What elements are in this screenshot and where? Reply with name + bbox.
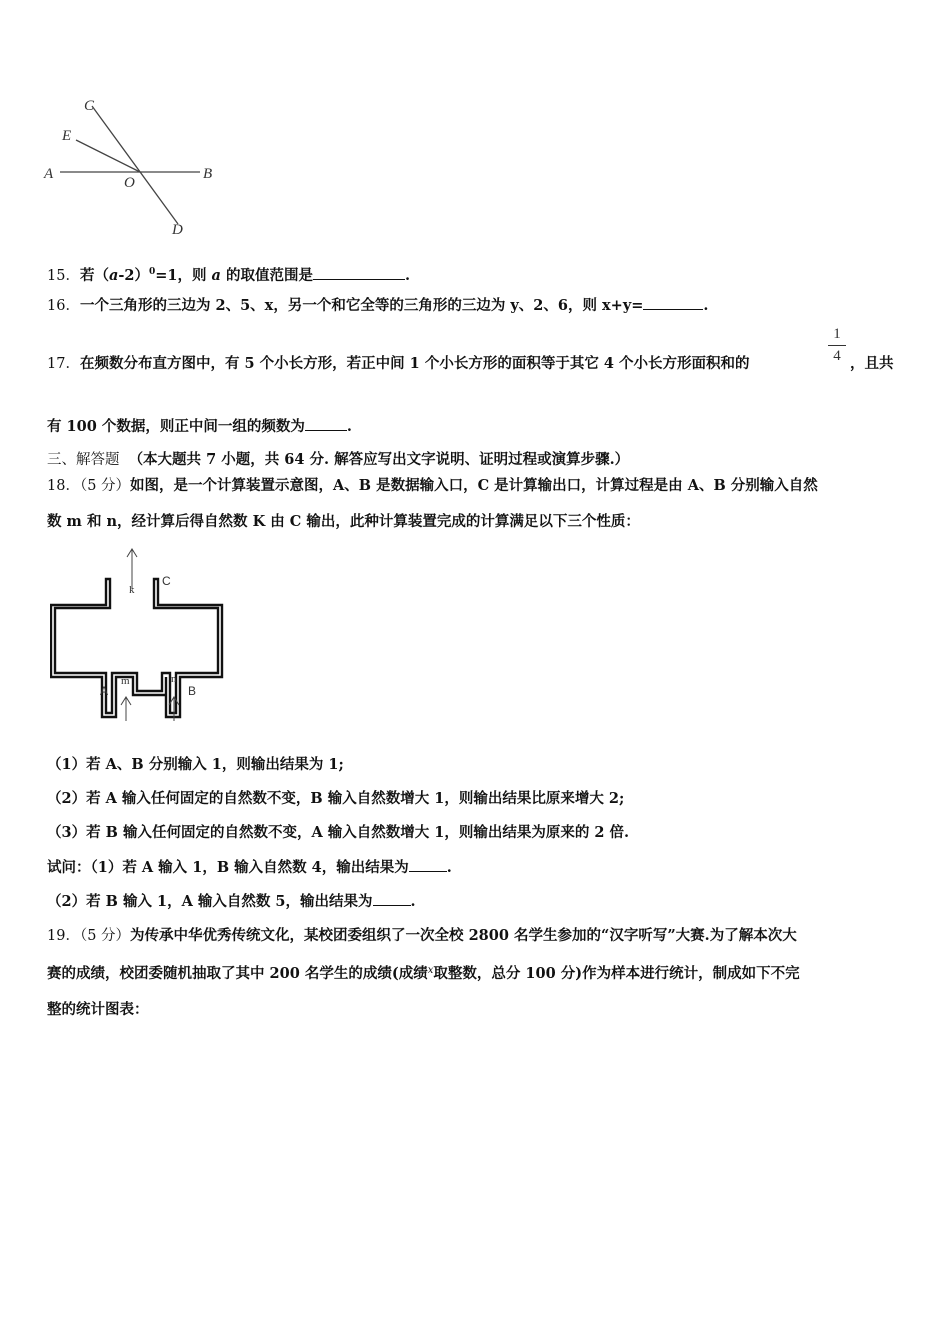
answer-blank[interactable] bbox=[409, 857, 447, 872]
question-number: 17． bbox=[47, 356, 80, 372]
ray-oe bbox=[76, 140, 140, 172]
device-outline bbox=[51, 579, 222, 717]
label-c: C bbox=[84, 98, 95, 114]
property-3: （3）若 B 输入任何固定的自然数不变，A 输入自然数增大 1，则输出结果为原来的 2 倍. bbox=[47, 824, 630, 841]
fraction-one-quarter: 1 4 bbox=[828, 326, 846, 365]
question-number: 16． bbox=[47, 298, 80, 314]
label-b-in: B bbox=[188, 684, 197, 698]
question-15: 15．若$(a-2)^0=1$，则 a 的取值范围是 . bbox=[47, 266, 411, 284]
answer-blank[interactable] bbox=[373, 891, 411, 906]
question-number: 18． bbox=[47, 478, 80, 494]
calculator-diagram bbox=[50, 545, 225, 727]
question-18-ask1: 试问：（1）若 A 输入 1，B 输入自然数 4，输出结果为 . bbox=[47, 859, 452, 876]
answer-blank[interactable] bbox=[313, 265, 405, 280]
question-18-ask2: （2）若 B 输入 1，A 输入自然数 5，输出结果为 . bbox=[47, 893, 416, 910]
label-b: B bbox=[203, 166, 213, 182]
question-19-line2: 赛的成绩，校团委随机抽取了其中 200 名学生的成绩(成绩$^x$取整数，总分 100 分)作为样本进行统计，制成如下不完 bbox=[47, 965, 800, 982]
property-2: （2）若 A 输入任何固定的自然数不变，B 输入自然数增大 1，则输出结果比原来增大 2; bbox=[47, 790, 625, 807]
score: （5 分） bbox=[79, 928, 131, 944]
label-c-out: C bbox=[162, 574, 171, 588]
question-17-tail: ，且共 bbox=[850, 355, 894, 372]
question-number: 15． bbox=[47, 267, 80, 284]
answer-blank[interactable] bbox=[643, 295, 703, 310]
question-number: 19． bbox=[47, 928, 80, 944]
label-k: k bbox=[129, 584, 135, 596]
label-d: D bbox=[172, 222, 183, 238]
variable-x: x bbox=[427, 965, 434, 976]
label-m: m bbox=[121, 675, 130, 687]
question-17: 17．在频数分布直方图中，有 5 个小长方形，若正中间 1 个小长方形的面积等于其它 4 个小长方形面积和的 bbox=[47, 355, 750, 372]
section-header bbox=[47, 450, 629, 470]
label-n: n bbox=[171, 673, 177, 685]
angle-figure bbox=[40, 92, 230, 244]
line-cd bbox=[92, 106, 178, 224]
question-18-line2: 数 m 和 n，经计算后得自然数 K 由 C 输出，此种计算装置完成的计算满足以下三个性质： bbox=[47, 513, 640, 530]
question-19-line3: 整的统计图表： bbox=[47, 1001, 149, 1018]
question-17-line2: 有 100 个数据，则正中间一组的频数为 . bbox=[47, 418, 352, 435]
label-a: A bbox=[44, 166, 54, 182]
answer-blank[interactable] bbox=[305, 416, 347, 431]
property-1: （1）若 A、B 分别输入 1，则输出结果为 1; bbox=[47, 756, 344, 773]
label-o: O bbox=[124, 175, 135, 191]
label-e: E bbox=[62, 128, 72, 144]
question-18: 18．（5 分）如图，是一个计算装置示意图，A、B 是数据输入口，C 是计算输出口，计算过程是由 A、B 分别输入自然 bbox=[47, 477, 818, 494]
question-16: 16．一个三角形的三边为 2、5、x，另一个和它全等的三角形的三边为 y、2、6，则 x+y= . bbox=[47, 297, 709, 314]
score: （5 分） bbox=[79, 478, 131, 494]
question-19: 19．（5 分）为传承中华优秀传统文化，某校团委组织了一次全校 2800 名学生参加的“汉字听写”大赛.为了解本次大 bbox=[47, 927, 797, 944]
label-a-in: A bbox=[100, 684, 109, 698]
section-desc: （本大题共 7 小题，共 64 分. 解答应写出文字说明、证明过程或演算步骤.） bbox=[128, 451, 630, 468]
section-title: 三、解答题 bbox=[47, 452, 120, 468]
